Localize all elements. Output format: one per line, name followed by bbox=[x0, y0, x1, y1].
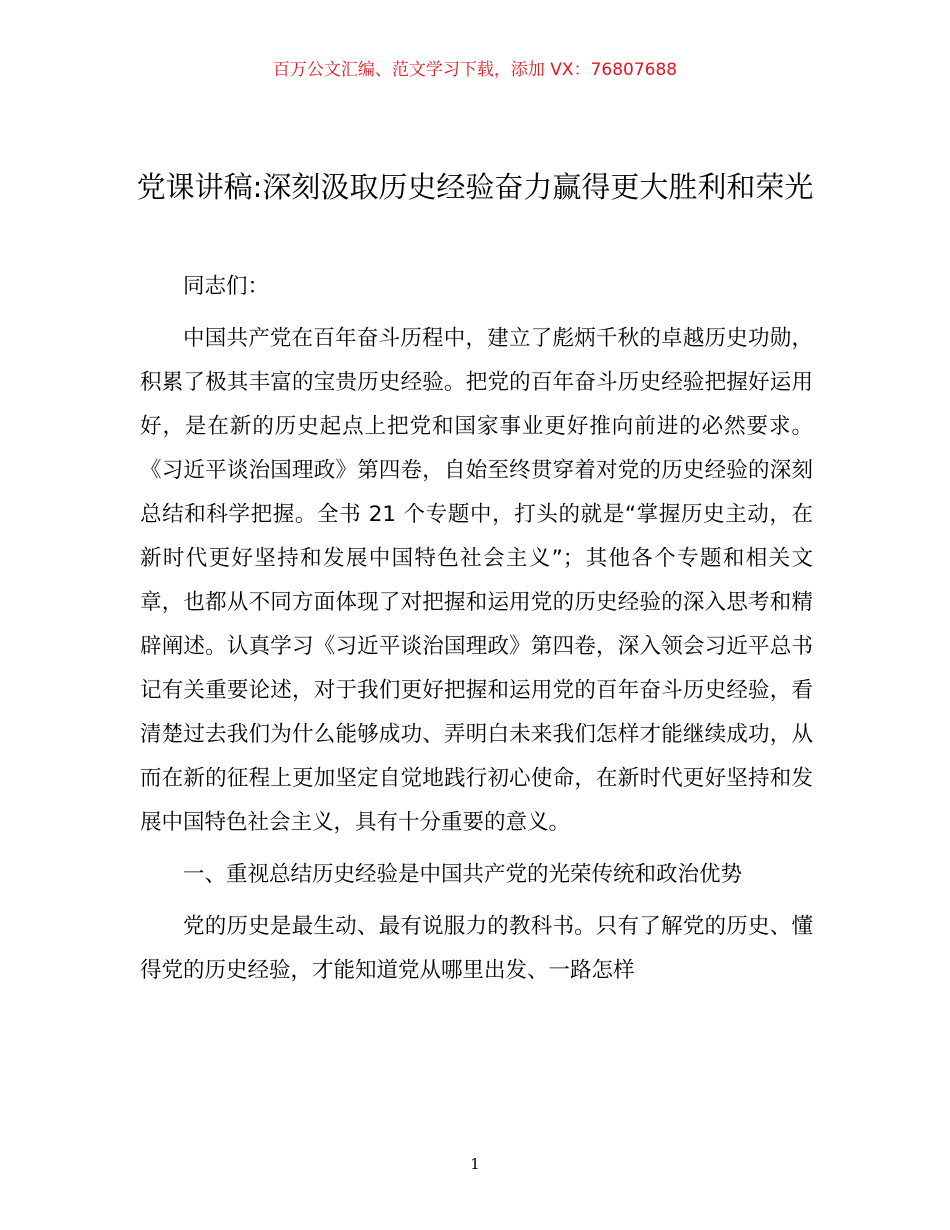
salutation-paragraph: 同志们： bbox=[183, 274, 270, 299]
header-advert-note: 百万公文汇编、范文学习下载，添加 VX：76807688 bbox=[272, 60, 678, 80]
intro-paragraph: 中国共产党在百年奋斗历程中，建立了彪炳千秋的卓越历史功勋，积累了极其丰富的宝贵历史经验。把党的百年奋斗历史经验把握好运用好，是在新的历史起点上把党和国家事业更好推向前进的必然要求。《习近平谈治国理政》第四卷，自始至终贯穿着对党的历史经验的深刻总结和科学把握。全书 21 个专题中，打头的就是“掌握历史主动，在新时代更好坚持和发展中国特色社会主义”；其他各个专题和相关文章，也都从不同方面体现了对把握和运用党的历史经验的深入思考和精辟阐述。认真学习《习近平谈治国理政》第四卷，深入领会习近平总书记有关重要论述，对于我们更好把握和运用党的百年奋斗历史经验，看清楚过去我们为什么能够成功、弄明白未来我们怎样才能继续成功，从而在新的征程上更加坚定自觉地践行初心使命，在新时代更好坚持和发展中国特色社会主义，具有十分重要的意义。 bbox=[140, 326, 813, 835]
document-title: 党课讲稿:深刻汲取历史经验奋力赢得更大胜利和荣光 bbox=[136, 170, 814, 204]
document-body bbox=[140, 265, 813, 1001]
section-heading-1: 一、重视总结历史经验是中国共产党的光荣传统和政治优势 bbox=[183, 862, 743, 887]
section-1-paragraph: 党的历史是最生动、最有说服力的教科书。只有了解党的历史、懂得党的历史经验，才能知道党从哪里出发、一路怎样 bbox=[140, 914, 813, 983]
page-number: 1 bbox=[470, 1155, 480, 1173]
